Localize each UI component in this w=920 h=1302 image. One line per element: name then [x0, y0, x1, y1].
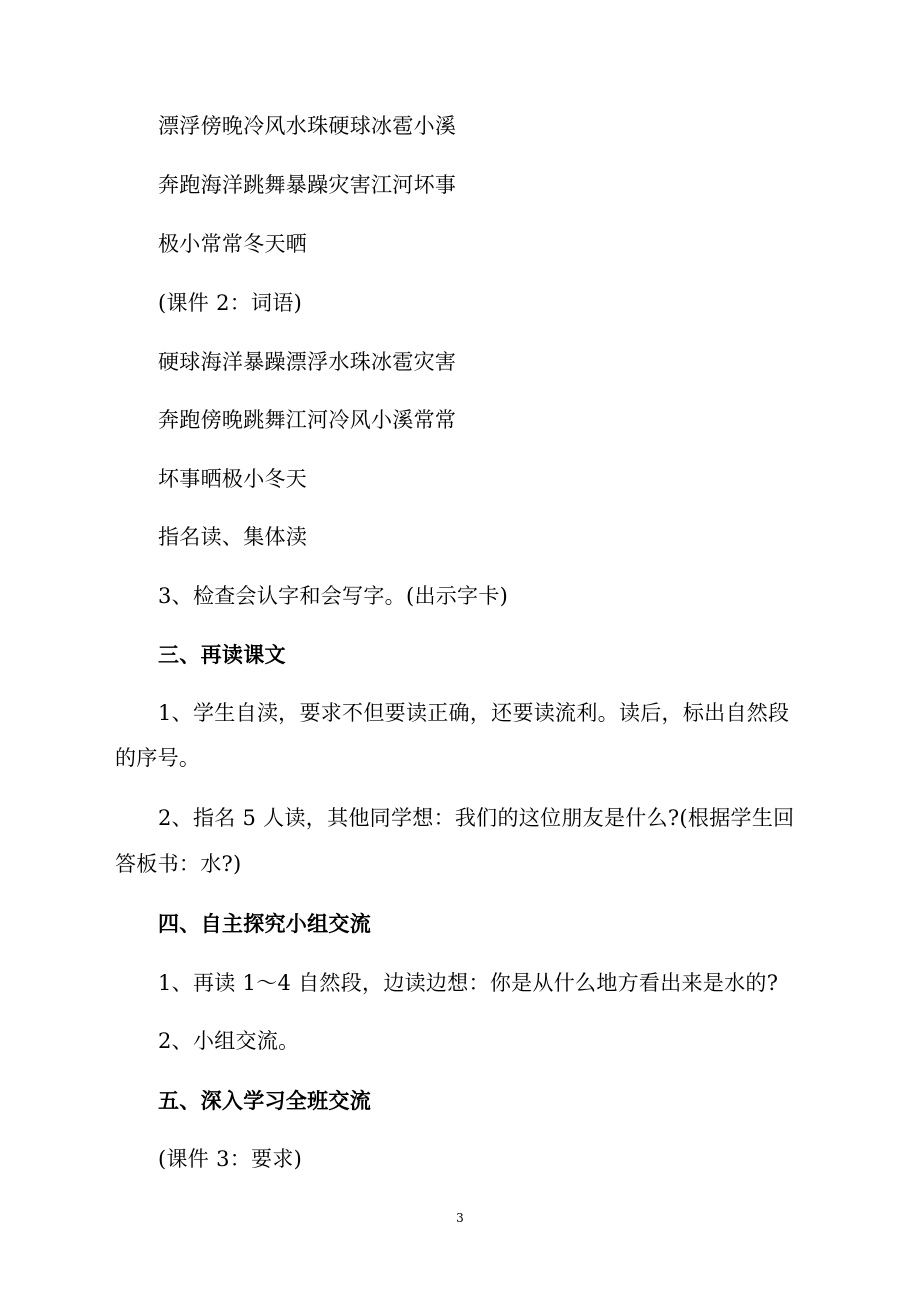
word-list-line-3: 极小常常冬天晒	[158, 232, 308, 256]
courseware-2-label: (课件 2：词语)	[158, 291, 303, 315]
section-3-item-2-line-1: 2、指名 5 人读，其他同学想：我们的这位朋友是什么?(根据学生回	[158, 806, 795, 830]
section-3-item-1-line-1: 1、学生自渎，要求不但要读正确，还要读流利。读后，标出自然段	[158, 701, 790, 725]
word-list-line-4: 硬球海洋暴躁漂浮水珠冰雹灾害	[158, 350, 457, 374]
step-3-check-characters: 3、检查会认字和会写字。(出示字卡)	[158, 584, 509, 608]
section-3-item-1-line-2: 的序号。	[115, 746, 201, 770]
word-list-line-6: 坏事晒极小冬天	[158, 467, 308, 491]
section-5-heading: 五、深入学习全班交流	[158, 1088, 371, 1113]
page-number: 3	[456, 1211, 464, 1225]
section-4-heading: 四、自主探究小组交流	[158, 911, 371, 936]
word-list-line-1: 漂浮傍晚冷风水珠硬球冰雹小溪	[158, 114, 457, 138]
section-4-item-2: 2、小组交流。	[158, 1029, 300, 1053]
word-list-line-2: 奔跑海洋跳舞暴躁灾害江河坏事	[158, 173, 457, 197]
section-3-heading: 三、再读课文	[158, 642, 286, 667]
word-list-line-5: 奔跑傍晚跳舞江河冷风小溪常常	[158, 408, 457, 432]
section-5-item-1: (课件 3：要求)	[158, 1147, 303, 1171]
section-4-item-1: 1、再读 1～4 自然段，边读边想：你是从什么地方看出来是水的?	[158, 971, 779, 995]
section-3-item-2-line-2: 答板书：水?)	[115, 852, 242, 876]
reading-instruction: 指名读、集体渎	[158, 525, 308, 549]
